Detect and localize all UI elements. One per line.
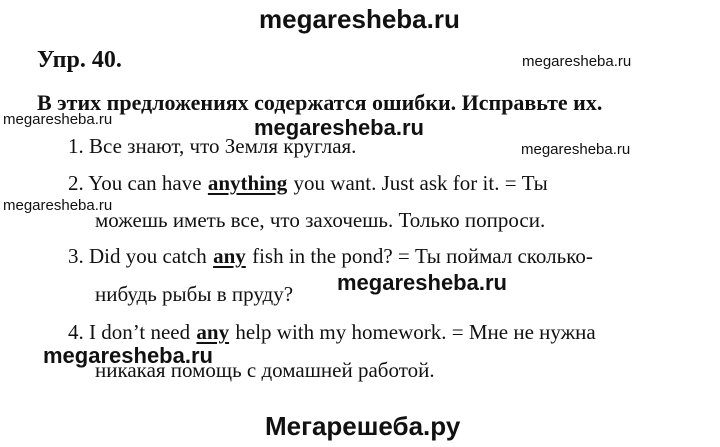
watermark-small-right-2: megaresheba.ru [521, 141, 631, 158]
sentence-4 [68, 320, 596, 345]
sentence-4-after: help with my homework. = Мне не нужна [235, 320, 596, 344]
sentence-3-after: fish in the pond? = Ты поймал сколько- [252, 244, 593, 268]
watermark-mid: megaresheba.ru [254, 115, 424, 140]
sentence-3 [68, 244, 593, 269]
sentence-3-line-2: нибудь рыбы в пруду? [95, 282, 294, 306]
watermark-bold-left: megaresheba.ru [43, 343, 213, 368]
watermark-mid-right: megaresheba.ru [337, 270, 507, 295]
sentence-2-before: 2. You can have [68, 171, 202, 195]
sentence-3-keyword: any [213, 244, 246, 268]
sentence-4-keyword: any [196, 320, 230, 344]
sentence-4-line-2: никакая помощь с домашней работой. [95, 358, 435, 382]
watermark-bottom: Мегарешеба.ру [265, 411, 461, 441]
sentence-3-before: 3. Did you catch [68, 244, 207, 268]
sentence-2-line-2: можешь иметь все, что захочешь. Только попроси. [95, 208, 546, 232]
sentence-1: 1. Все знают, что Земля круглая. [68, 134, 357, 158]
watermark-small-left-1: megaresheba.ru [3, 111, 113, 128]
sentence-2 [68, 171, 548, 196]
exercise-title: Упр. 40. [37, 47, 122, 73]
exercise-instruction: В этих предложениях содержатся ошибки. Исправьте их. [37, 90, 603, 115]
sentence-2-after: you want. Just ask for it. = Ты [293, 171, 548, 195]
sentence-4-before: 4. I don’t need [68, 320, 191, 344]
watermark-top: megaresheba.ru [259, 4, 460, 34]
sentence-2-keyword: anything [207, 171, 288, 195]
watermark-small-left-2: megaresheba.ru [3, 197, 113, 214]
watermark-small-right-1: megaresheba.ru [522, 53, 632, 70]
